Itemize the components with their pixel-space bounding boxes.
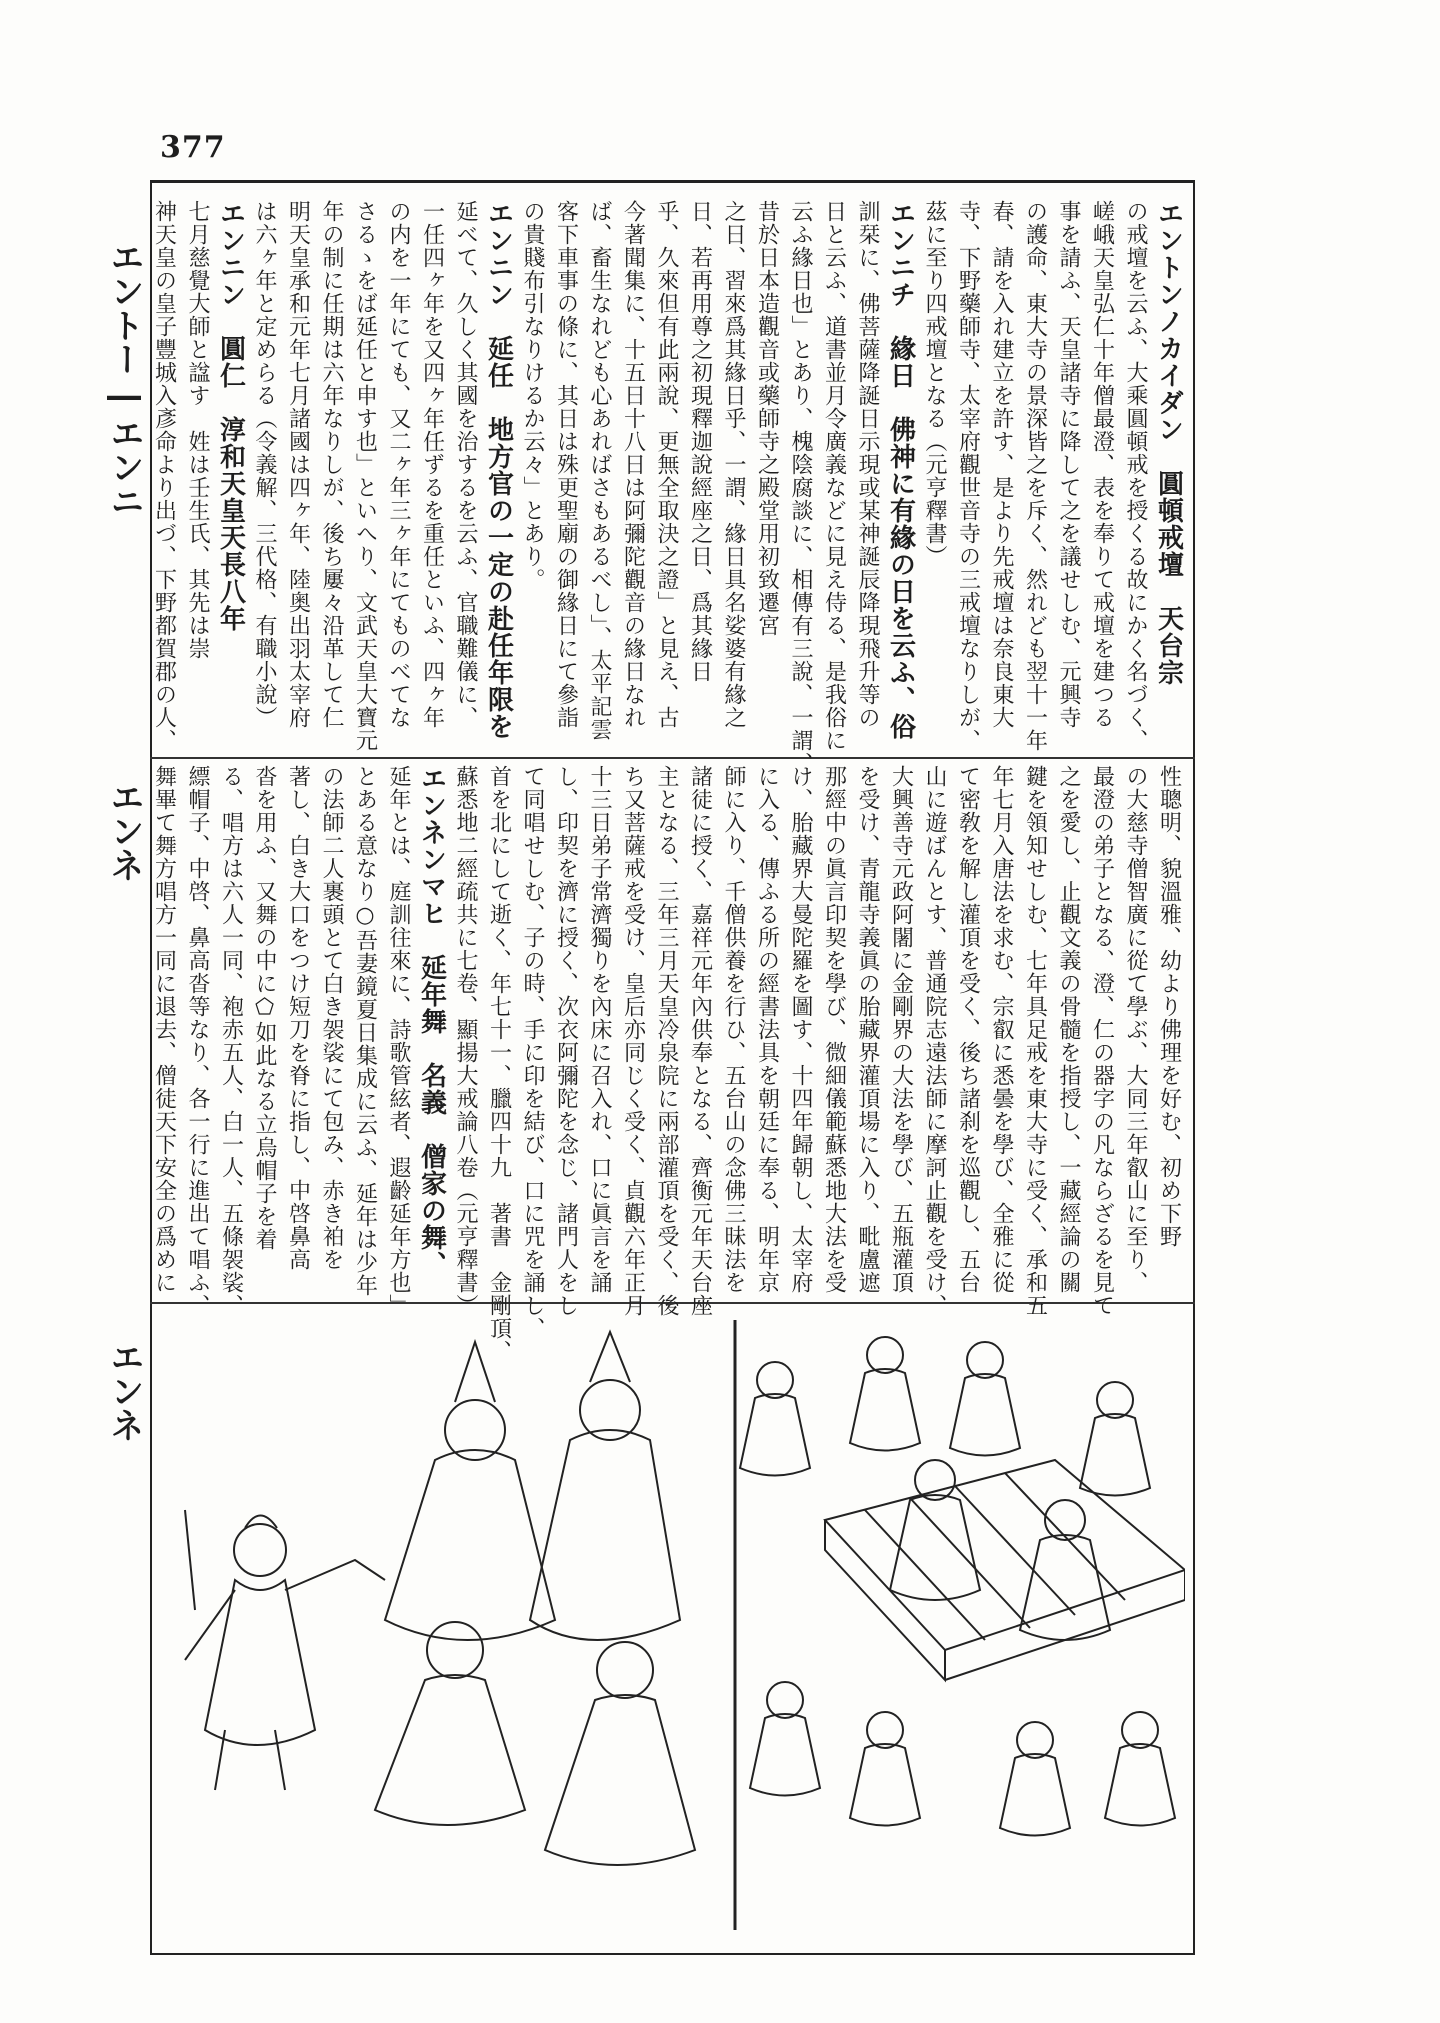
lower-column: る、唱方は六人一同、袍赤五人、白一人、五條袈裟、 bbox=[218, 765, 244, 1317]
upper-column: エンニン 延任 地方官の一定の赴任年限を bbox=[483, 200, 514, 740]
lower-column: し、印契を濟に授く、次衣阿彌陀を念じ、諸門人をし bbox=[553, 765, 579, 1317]
lower-column: ち又菩薩戒を受け、皇后亦同じく受く、貞觀六年正月 bbox=[620, 765, 646, 1317]
page-number: 377 bbox=[160, 130, 226, 165]
upper-column: 春、請を入れ建立を許す、是より先戒壇は奈良東大 bbox=[989, 200, 1014, 729]
upper-column: の貴賤布引なりけるか云々」とあり。 bbox=[520, 200, 545, 591]
lower-column: エンネンマヒ 延年舞 名義 僧家の舞、 bbox=[416, 765, 447, 1278]
upper-column: 日、若再用尊之初現釋迦說經座之日、爲其緣日 bbox=[687, 200, 713, 683]
lower-column: 舞畢て舞方唱方一同に退去、僧徒天下安全の爲めに bbox=[151, 765, 177, 1294]
lower-column: 鍵を領知せしむ、七年具足戒を東大寺に受く、承和五 bbox=[1022, 765, 1048, 1317]
lower-column: 性聰明、貌溫雅、幼より佛理を好む、初め下野 bbox=[1156, 765, 1182, 1248]
lower-column: 蘇悉地二經疏共に七卷、顯揚大戒論八卷（元亨釋書） bbox=[453, 765, 478, 1317]
lower-column: 師に入り、千僧供養を行ひ、五台山の念佛三昧法を bbox=[721, 765, 746, 1294]
index-label: エンネ bbox=[104, 780, 144, 882]
upper-column: 年の制に任期は六年なりしが、後ち屢々沿革して仁 bbox=[319, 200, 344, 729]
upper-column: 昔於日本造觀音或藥師寺之殿堂用初致遷宮 bbox=[754, 200, 780, 637]
upper-column: 云ふ緣日也」とあり、槐陰腐談に、相傳有三說、一謂、 bbox=[788, 200, 813, 775]
upper-column: の戒壇を云ふ、大乘圓頓戒を授くる故にかく名づく、 bbox=[1123, 200, 1148, 752]
lower-column: 年七月入唐法を求む、宗叡に悉曇を學び、全雅に從 bbox=[989, 765, 1014, 1294]
upper-column: 之日、習來爲其緣日乎、一謂、緣日具名娑婆有緣之 bbox=[721, 200, 746, 729]
lower-column: 大興善寺元政阿闍に金剛界の大法を學び、五瓶灌頂 bbox=[888, 765, 914, 1294]
lower-column: 之を愛し、止觀文義の骨髓を指授し、一藏經論の關 bbox=[1056, 765, 1081, 1294]
upper-column: 寺、下野藥師寺、太宰府觀世音寺の三戒壇なりしが、 bbox=[955, 200, 981, 752]
lower-column: の大慈寺僧智廣に從て學ぶ、大同三年叡山に至り、 bbox=[1123, 765, 1148, 1294]
upper-column: 客下車事の條に、其日は殊更聖廟の御緣日にて參詣 bbox=[553, 200, 579, 729]
upper-column: 日と云ふ、道書並月令廣義などに見え侍る、是我俗に bbox=[821, 200, 847, 752]
lower-column: 縹帽子、中啓、鼻高沓等なり、各一行に進出て唱ふ、 bbox=[185, 765, 210, 1317]
upper-column: さるゝをば延任と申す也」といへり、文武天皇大寶元 bbox=[352, 200, 378, 752]
upper-column: 事を請ふ、天皇諸寺に降して之を議せしむ、元興寺 bbox=[1056, 200, 1081, 729]
lower-column: け、胎藏界大曼陀羅を圖す、十四年歸朝し、太宰府 bbox=[788, 765, 813, 1294]
upper-column: 嵯峨天皇弘仁十年僧最澄、表を奉りて戒壇を建つる bbox=[1089, 200, 1115, 729]
lower-column: 主となる、三年三月天皇冷泉院に兩部灌頂を受く、後 bbox=[654, 765, 679, 1317]
upper-column: の護命、東大寺の景深皆之を斥く、然れども翌十一年 bbox=[1022, 200, 1048, 752]
lower-column: 十三日弟子常濟獨りを內床に召入れ、口に眞言を誦 bbox=[587, 765, 612, 1294]
upper-column: ば、畜生なれども心あればさもあるべし」、太平記雲 bbox=[587, 200, 612, 741]
lower-column: 諸徒に授く、嘉祥元年內供奉となる、齊衡元年天台座 bbox=[687, 765, 713, 1317]
lower-column: 延年とは、庭訓往來に、詩歌管絃者、遐齡延年方也」 bbox=[386, 765, 411, 1317]
upper-column: エンニチ 緣日 佛神に有緣の日を云ふ、俗 bbox=[885, 200, 916, 740]
upper-column: エンニン 圓仁 淳和天皇天長八年 bbox=[215, 200, 246, 632]
lower-column: て同唱せしむ、子の時、手に印を結び、口に咒を誦し、 bbox=[520, 765, 545, 1340]
upper-column: エントンノカイダン 圓頓戒壇 天台宗 bbox=[1153, 200, 1184, 686]
upper-column: 神天皇の皇子豐城入彥命より出づ、下野都賀郡の人、 bbox=[151, 200, 177, 752]
upper-column: 茲に至り四戒壇となる（元亨釋書） bbox=[922, 200, 947, 568]
upper-column: の内を一年にても、又二ヶ年三ヶ年にてものべてな bbox=[386, 200, 411, 729]
upper-column: は六ヶ年と定めらる（令義解、三代格、有職小說） bbox=[252, 200, 277, 729]
section-divider bbox=[150, 757, 1195, 759]
index-label: エンネ bbox=[104, 1340, 144, 1442]
lower-column: 山に遊ばんとす、普通院志遠法師に摩訶止觀を受け、 bbox=[922, 765, 947, 1317]
lower-column: の法師二人裹頭とて白き袈裟にて包み、赤き袙を bbox=[319, 765, 344, 1271]
illustration-ennen-dance bbox=[165, 1310, 1185, 1940]
lower-column: とある意なり○吾妻鏡夏日集成に云ふ、延年は少年 bbox=[352, 765, 378, 1297]
lower-column: 沓を用ふ、又舞の中に⬠如此なる立烏帽子を着 bbox=[252, 765, 277, 1251]
index-label: エントー―エンニ bbox=[104, 240, 144, 518]
lower-column: 那經中の眞言印契を學び、微細儀範蘇悉地大法を受 bbox=[821, 765, 847, 1294]
lower-column: 首を北にして逝く、年七十一、臘四十九 著書 金剛頂、 bbox=[486, 765, 512, 1363]
upper-column: 延べて、久しく其國を治するを云ふ、官職難儀に、 bbox=[453, 200, 478, 729]
upper-column: 七月慈覺大師と諡す 姓は壬生氏、其先は崇 bbox=[185, 200, 210, 660]
lower-column: て密敎を解し灌頂を受く、後ち諸刹を巡觀し、五台 bbox=[955, 765, 981, 1294]
lower-column: に入る、傳ふる所の經書法具を朝廷に奉る、明年京 bbox=[754, 765, 780, 1294]
upper-column: 乎、久來但有此兩說、更無全取決之證」と見え、古 bbox=[654, 200, 679, 729]
upper-column: 一任四ヶ年を又四ヶ年任ずるを重任といふ、四ヶ年 bbox=[419, 200, 445, 729]
upper-column: 今著聞集に、十五日十八日は阿彌陀觀音の緣日なれ bbox=[620, 200, 646, 729]
ennen-dance-illustration bbox=[165, 1310, 1185, 1940]
lower-column: を受け、青龍寺義眞の胎藏界灌頂場に入り、毗盧遮 bbox=[855, 765, 880, 1294]
upper-column: 訓栞に、佛菩薩降誕日示現或某神誕辰降現飛升等の bbox=[855, 200, 880, 729]
lower-column: 最澄の弟子となる、澄、仁の器字の凡ならざるを見て bbox=[1089, 765, 1115, 1317]
lower-column: 著し、白き大口をつけ短刀を脊に指し、中啓鼻高 bbox=[285, 765, 311, 1271]
upper-column: 明天皇承和元年七月諸國は四ヶ年、陸奥出羽太宰府 bbox=[285, 200, 311, 729]
